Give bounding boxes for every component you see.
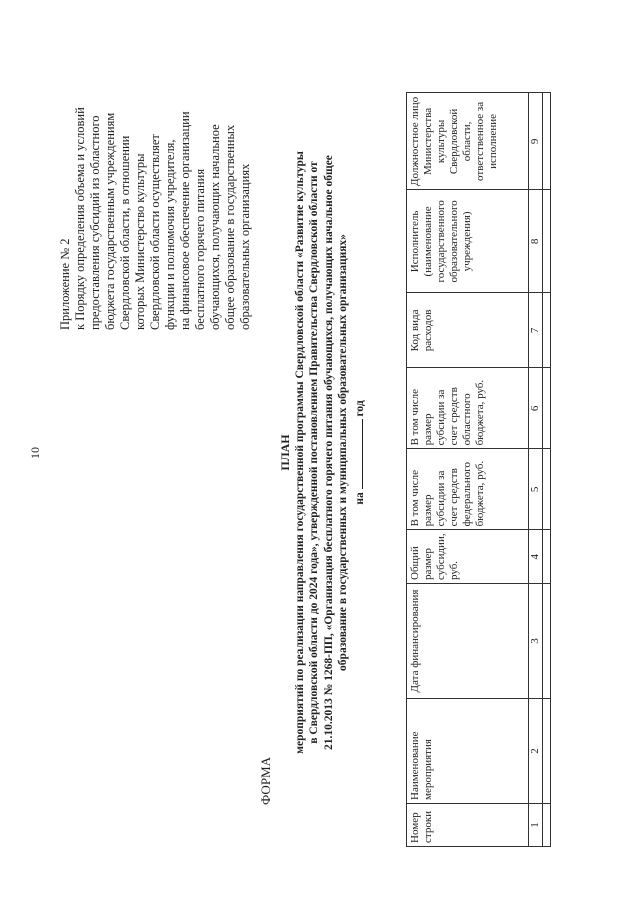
column-number: 5	[529, 449, 543, 530]
table-cell	[543, 530, 551, 584]
table-cell	[543, 293, 551, 368]
appendix-line: бюджета государственным учреждениям	[103, 112, 117, 330]
table-cell	[543, 584, 551, 699]
appendix-line: на финансовое обеспечение организации	[178, 111, 192, 330]
table-cell	[543, 699, 551, 804]
header-cell: Общий размер субсидии, руб.	[407, 530, 529, 584]
form-label: ФОРМА	[258, 757, 273, 805]
appendix-line: функции и полномочия учредителя,	[163, 139, 177, 330]
column-number: 9	[529, 93, 543, 190]
table-row	[543, 93, 551, 847]
header-cell: Код вида расходов	[407, 293, 529, 368]
period-prefix: на	[353, 492, 366, 505]
header-cell: В том числе размер субсидии за счет средств областного бюджета, руб.	[407, 368, 529, 449]
appendix-line: Свердловской области, в отношении	[118, 135, 132, 330]
year-blank	[352, 419, 363, 489]
period-suffix: год	[353, 400, 366, 417]
column-number: 6	[529, 368, 543, 449]
column-number: 1	[529, 804, 543, 847]
plan-title: ПЛАН	[278, 434, 292, 471]
column-number: 2	[529, 699, 543, 804]
table-cell	[543, 190, 551, 293]
table-header-row	[407, 93, 529, 847]
appendix-line: образовательных организациях	[238, 163, 252, 330]
appendix-line: Приложение № 2	[58, 238, 72, 330]
table-cell	[543, 449, 551, 530]
appendix-line: предоставления субсидий из областного	[88, 115, 102, 330]
header-cell: В том числе размер субсидии за счет средств федерального бюджета, руб.	[407, 449, 529, 530]
appendix-line: которых Министерство культуры	[133, 153, 147, 330]
table-cell	[543, 368, 551, 449]
header-cell: Дата финансирования	[407, 584, 529, 699]
header-cell: Должностное лицо Министерства культуры Свердловской области, ответственное за исполнение	[407, 93, 529, 190]
plan-subtitle: мероприятий по реализации направления государственной программы Свердловской области «Развитие культуры в Свердловской области до 2024 года», утвержденной постановлением Правительства Свердловской области от 21.10.2013 № 1268-ПП, «Организация бесплатного горячего питания обучающихся, получающих начальное общее образование в государственных и муниципальных образовательных организациях»	[293, 151, 349, 754]
appendix-line: Свердловской области осуществляет	[148, 134, 162, 330]
header-cell: Исполнитель (наименование государственного образовательного учреждения)	[407, 190, 529, 293]
table-row	[529, 93, 543, 847]
table-cell	[543, 804, 551, 847]
plan-table	[406, 92, 551, 847]
column-number: 7	[529, 293, 543, 368]
table-cell	[543, 93, 551, 190]
appendix-line: бесплатного горячего питания	[193, 168, 207, 330]
period-line	[352, 0, 368, 905]
header-cell: Наименование мероприятия	[407, 699, 529, 804]
appendix-line: общее образование в государственных	[223, 124, 237, 330]
appendix-line: обучающихся, получающих начальное	[208, 124, 222, 330]
page-number: 10	[28, 447, 42, 459]
header-cell: Номер строки	[407, 804, 529, 847]
appendix-line: к Порядку определения объема и условий	[73, 107, 87, 330]
column-number: 3	[529, 584, 543, 699]
appendix-block	[58, 40, 253, 330]
column-number: 4	[529, 530, 543, 584]
title-block	[278, 0, 367, 905]
column-number: 8	[529, 190, 543, 293]
